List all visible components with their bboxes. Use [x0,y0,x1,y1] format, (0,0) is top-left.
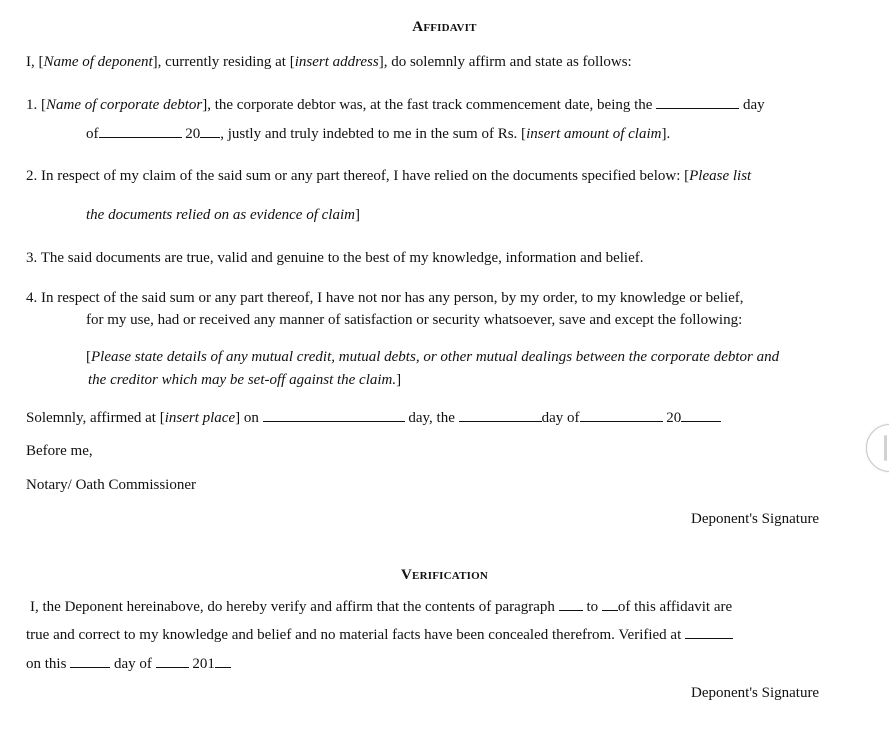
placeholder-corporate-debtor: Name of corporate debtor [46,97,203,113]
verification-text-year: 201 [192,656,215,672]
item4-bracket-open: [ [86,349,91,365]
verification-text-c: of this affidavit are [617,599,733,615]
item-4-line-2: for my use, had or received any manner of satisfaction or security whatsoever, save and except the following: [86,312,743,328]
item-3: 3. The said documents are true, valid and genuine to the best of my knowledge, information and belief. [26,250,644,266]
item-2-line-1 [26,168,751,185]
solemnly-text-day-of: day of [541,410,580,426]
blank-year-2 [681,409,721,422]
item2-text-a: 2. In respect of my claim of the said sum or any part thereof, I have relied on the documents specified below: [ [26,168,690,184]
item1-text-indebted: , justly and truly indebted to me in the sum of Rs. [ [220,126,527,142]
verification-text-day-of: day of [113,656,152,672]
verification-line-3 [26,655,231,673]
blank-year-3 [215,655,231,668]
blank-on [263,409,405,422]
intro-text-2: ], currently residing at [ [152,54,295,70]
intro-text-3: ], do solemnly affirm and state as follows: [378,54,632,70]
intro-paragraph [26,54,632,71]
placeholder-deponent-name: Name of deponent [43,54,153,70]
verification-title: Verification [401,567,488,583]
solemnly-text-on: ] on [235,410,259,426]
scroll-handle[interactable] [866,424,889,472]
blank-para-to [602,598,618,611]
blank-verified-at [685,626,733,639]
verification-line-1 [30,598,732,616]
blank-month [99,125,182,138]
item-1-line-2 [86,125,670,143]
verification-text-to: to [586,599,599,615]
blank-month-2 [580,409,663,422]
item-1-line-1 [26,96,765,114]
placeholder-place: insert place [164,410,236,426]
item1-text-day: day [742,97,765,113]
placeholder-docs-evidence: the documents relied on as evidence of claim [86,207,355,223]
verification-text-on-this: on this [26,656,67,672]
item1-text-a: 1. [ [26,97,46,113]
solemnly-affirmed-line [26,409,721,427]
placeholder-setoff: the creditor which may be set-off against the claim. [88,372,397,388]
item-2-line-2 [86,207,360,224]
blank-day-3 [70,655,110,668]
blank-year [200,125,220,138]
notary-label: Notary/ Oath Commissioner [26,477,196,493]
before-me: Before me, [26,443,93,459]
verification-text-2: true and correct to my knowledge and belief and no material facts have been concealed therefrom. Verified at [26,627,682,643]
affidavit-title: Affidavit [412,19,477,35]
solemnly-text-a: Solemnly, affirmed at [ [26,410,165,426]
item-4-line-3 [86,349,779,366]
blank-day [656,96,739,109]
item1-text-end: ]. [661,126,671,142]
placeholder-mutual-details: Please state details of any mutual credit, mutual debts, or other mutual dealings between the corporate debtor and [91,349,780,365]
blank-para-from [559,598,583,611]
item2-text-end: ] [354,207,360,223]
placeholder-list-docs: Please list [689,168,752,184]
solemnly-text-year: 20 [666,410,682,426]
item4-bracket-close: ] [396,372,402,388]
item-4-line-1: 4. In respect of the said sum or any part thereof, I have not nor has any person, by my order, to my knowledge or belief, [26,290,744,306]
item1-text-of: of [86,126,99,142]
solemnly-text-day-the: day, the [408,410,455,426]
intro-text-1: I, [ [26,54,44,70]
item-4-line-4 [88,372,401,389]
deponent-signature-2: Deponent's Signature [691,685,820,701]
item1-text-year: 20 [185,126,201,142]
deponent-signature-1: Deponent's Signature [691,511,820,527]
verification-text-a: I, the Deponent hereinabove, do hereby verify and affirm that the contents of paragraph [30,599,555,615]
blank-month-3 [156,655,189,668]
verification-line-2 [26,626,733,644]
blank-day-2 [459,409,542,422]
placeholder-claim-amount: insert amount of claim [526,126,662,142]
placeholder-address: insert address [294,54,379,70]
item1-text-c: ], the corporate debtor was, at the fast track commencement date, being the [202,97,653,113]
